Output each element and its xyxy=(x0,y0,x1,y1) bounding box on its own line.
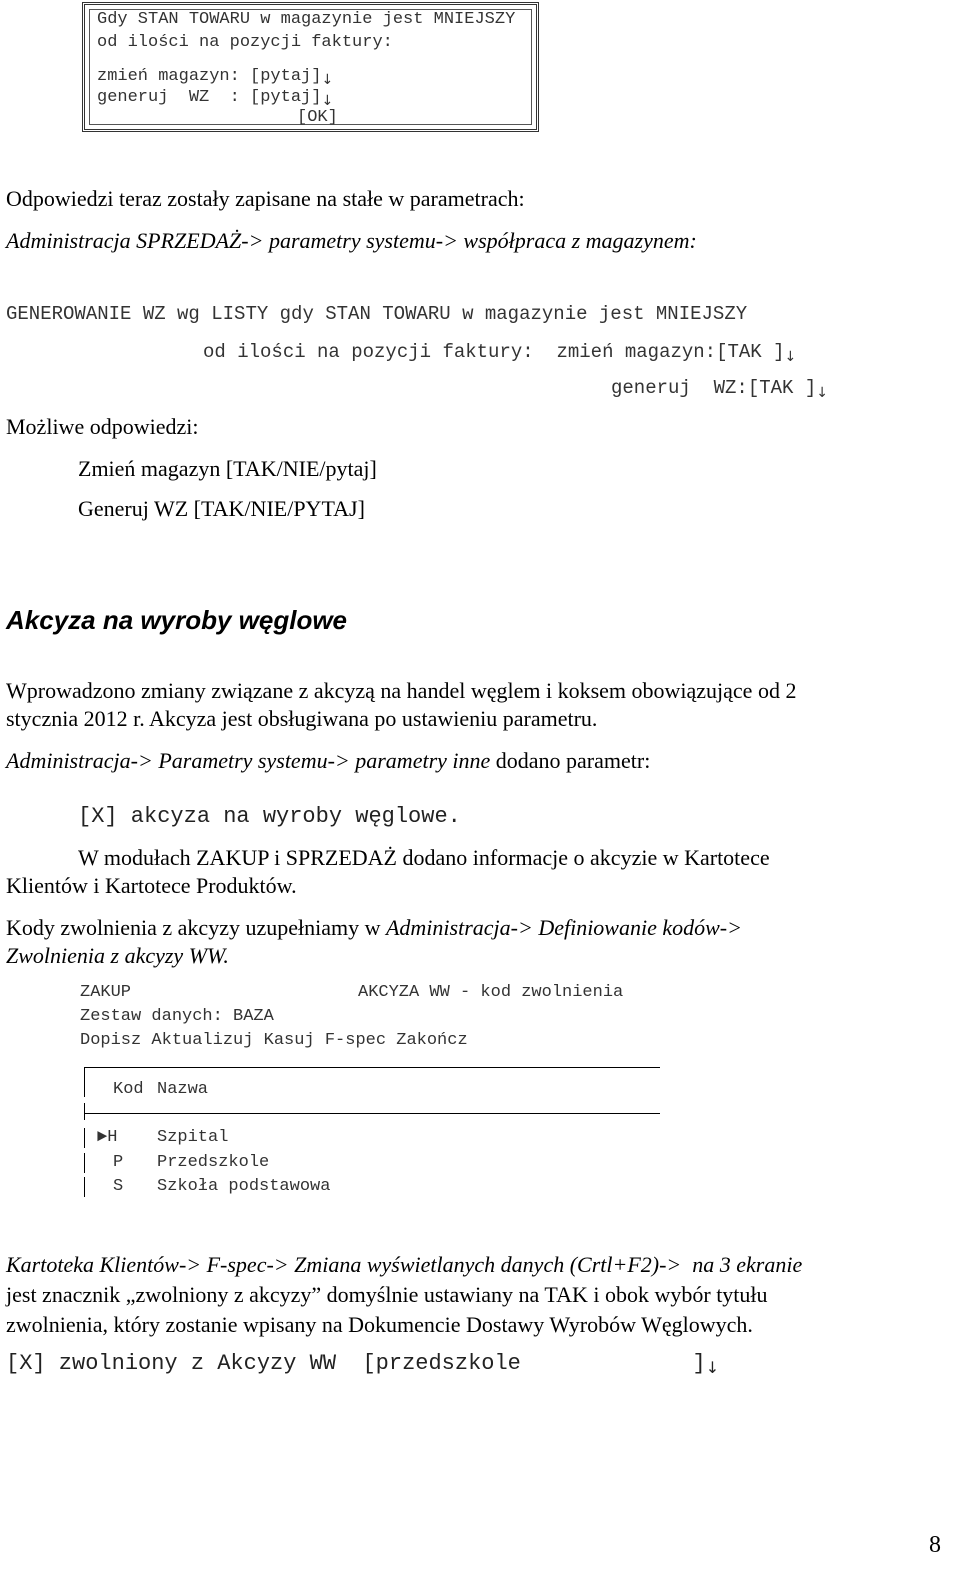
table-left-line xyxy=(84,1103,85,1120)
arrow-down-icon: ↓ xyxy=(705,1358,720,1377)
dialog-line-3: zmień magazyn: $[pytaj]_↓$ xyxy=(97,67,334,88)
dialog-line-1: Gdy STAN TOWARU w magazynie jest MNIEJSZY xyxy=(97,10,516,29)
table-cell[interactable]: Szkoła podstawowa xyxy=(157,1177,331,1196)
paragraph: Odpowiedzi teraz zostały zapisane na stałe w parametrach: xyxy=(6,186,525,211)
table-cell[interactable]: P xyxy=(113,1153,124,1172)
paragraph: jest znacznik „zwolniony z akcyzy” domyślnie ustawiany na TAK i obok wybór tytułu xyxy=(6,1282,768,1307)
table-cell[interactable]: Szpital xyxy=(157,1128,229,1147)
table-cell[interactable]: Przedszkole xyxy=(157,1153,270,1172)
mono-line: od ilości na pozycji faktury: zmień magazyn:[TAK ]$_↓$ xyxy=(203,341,797,365)
paragraph: Generuj WZ [TAK/NIE/PYTAJ] xyxy=(78,496,365,521)
paragraph: Zmień magazyn [TAK/NIE/pytaj] xyxy=(78,456,377,481)
ok-button[interactable]: [OK] xyxy=(297,108,338,127)
paragraph: Zwolnienia z akcyzy WW. xyxy=(6,943,229,968)
column-header-kod: Kod xyxy=(113,1080,144,1099)
screen-title: AKCYZA WW - kod zwolnienia xyxy=(358,983,624,1002)
paragraph: Kody zwolnienia z akcyzy uzupełniamy w Administracja-> Definiowanie kodów-> xyxy=(6,915,742,940)
table-left-line xyxy=(84,1177,85,1197)
column-header-nazwa: Nazwa xyxy=(157,1080,209,1099)
mono-line: [X] akcyza na wyroby węglowe. xyxy=(78,804,461,829)
arrow-down-icon: ↓ xyxy=(321,93,334,109)
table-left-line xyxy=(84,1153,85,1173)
paragraph-path: Administracja SPRZEDAŻ-> parametry systemu-> współpraca z magazynem: xyxy=(6,228,697,253)
section-heading: Akcyza na wyroby węglowe xyxy=(6,605,348,635)
table-cell[interactable]: S xyxy=(113,1177,124,1196)
pointer-icon: ► xyxy=(97,1128,108,1147)
paragraph: Wprowadzono zmiany związane z akcyzą na handel węglem i koksem obowiązujące od 2 xyxy=(6,678,797,703)
paragraph: Klientów i Kartotece Produktów. xyxy=(6,873,297,898)
dialog-line-4: generuj WZ : $[pytaj]_↓$ xyxy=(97,88,334,109)
table-row[interactable]: ►H xyxy=(97,1128,118,1147)
paragraph: W modułach ZAKUP i SPRZEDAŻ dodano informacje o akcyzie w Kartotece xyxy=(78,845,770,870)
paragraph-path: Kartoteka Klientów-> F-spec-> Zmiana wyświetlanych danych (Crtl+F2)-> na 3 ekranie xyxy=(6,1252,803,1277)
screen-dataset: Zestaw danych: BAZA xyxy=(80,1007,274,1026)
arrow-down-icon: ↓ xyxy=(784,349,797,365)
mono-line: GENEROWANIE WZ wg LISTY gdy STAN TOWARU w magazynie jest MNIEJSZY xyxy=(6,303,748,325)
table-left-line xyxy=(84,1067,85,1097)
table-header-line xyxy=(84,1113,660,1114)
paragraph: Możliwe odpowiedzi: xyxy=(6,414,199,439)
arrow-down-icon: ↓ xyxy=(321,72,334,88)
screen-module: ZAKUP xyxy=(80,983,132,1002)
table-top-line xyxy=(84,1067,660,1068)
screen-menu: Dopisz Aktualizuj Kasuj F-spec Zakończ xyxy=(80,1031,468,1050)
table-left-line xyxy=(84,1128,85,1148)
page-number: 8 xyxy=(929,1532,941,1558)
dialog-line-2: od ilości na pozycji faktury: xyxy=(97,33,393,52)
mono-line: [X] zwolniony z Akcyzy WW [przedszkole ]↓ xyxy=(6,1351,720,1377)
arrow-down-icon: ↓ xyxy=(816,385,828,401)
paragraph: zwolnienia, który zostanie wpisany na Dokumencie Dostawy Wyrobów Węglowych. xyxy=(6,1312,753,1337)
mono-line: generuj WZ:[TAK ]$_↓$ xyxy=(611,377,828,401)
paragraph: Administracja-> Parametry systemu-> parametry inne dodano parametr: xyxy=(6,748,651,773)
paragraph: stycznia 2012 r. Akcyza jest obsługiwana po ustawieniu parametru. xyxy=(6,706,598,731)
